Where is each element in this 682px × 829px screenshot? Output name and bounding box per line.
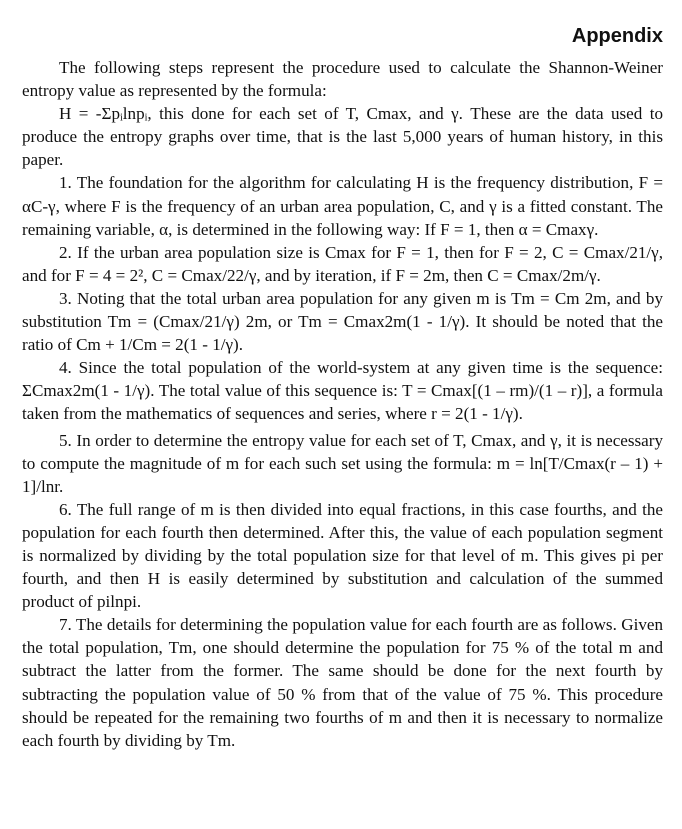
intro-text-2: H = -Σpᵢlnpᵢ, this done for each set of T, Cmax, and γ. These are the data used to produce the entropy graphs over time, that is the last 5,000 years of human history, in this paper.: [22, 104, 663, 170]
step-7: [22, 613, 663, 752]
step-7-text: 7. The details for determining the population value for each fourth are as follows. Given the total population, Tm, one should determine the population for 75 % of the total m and subtract the latter from the former. The same should be done for the next fourth by subtracting the population value of 50 % from that of the value of 75 %. This procedure should be repeated for the remaining two fourths of m and then it is necessary to normalize each fourth by dividing by Tm.: [22, 615, 663, 750]
step-3-text: 3. Noting that the total urban area population for any given m is Tm = Cm 2m, and by substitution Tm = (Cmax/21/γ) 2m, or Tm = Cmax2m(1 - 1/γ). It should be noted that the ratio of Cm + 1/Cm = 2(1 - 1/γ).: [22, 288, 663, 355]
step-4-text: 4. Since the total population of the world-system at any given time is the sequence: ΣCmax2m(1 - 1/γ). The total value of this sequence is: T = Cmax[(1 – rm)/(1 – r)], a formula taken from the mathematics of sequences and series, where r = 2(1 - 1/γ).: [22, 358, 663, 424]
step-1-text: 1. The foundation for the algorithm for calculating H is the frequency distribution, F = αC-γ, where F is the frequency of an urban area population, C, and γ is a fitted constant. The remaining variable, α, is determined in the following way: If F = 1, then α = Cmaxγ.: [22, 173, 663, 239]
step-6-text: 6. The full range of m is then divided into equal fractions, in this case fourths, and the population for each fourth then determined. After this, the value of each population segment is normalized by dividing by the total population size for that level of m. This gives pi per fourth, and then H is easily determined by substitution and calculation of the summed product of pilnpi.: [22, 499, 663, 612]
formula-paragraph: [22, 102, 663, 171]
page-title: Appendix: [571, 25, 663, 47]
step-3: [22, 287, 663, 356]
step-2-text: 2. If the urban area population size is Cmax for F = 1, then for F = 2, C = Cmax/21/γ, and for F = 4 = 2², C = Cmax/22/γ, and by iteration, if F = 2m, then C = Cmax/2m/γ.: [22, 242, 663, 285]
intro-paragraph: [22, 56, 663, 102]
step-4: [22, 356, 663, 425]
step-6: [22, 498, 663, 613]
step-5: [22, 429, 663, 498]
intro-text-1: The following steps represent the procedure used to calculate the Shannon-Weiner entropy value as represented by the formula:: [22, 58, 663, 101]
step-5-text: 5. In order to determine the entropy value for each set of T, Cmax, and γ, it is necessary to compute the magnitude of m for each such set using the formula: m = ln[T/Cmax(r – 1) + 1]/lnr.: [22, 430, 663, 496]
step-1: [22, 171, 663, 240]
step-2: [22, 241, 663, 287]
